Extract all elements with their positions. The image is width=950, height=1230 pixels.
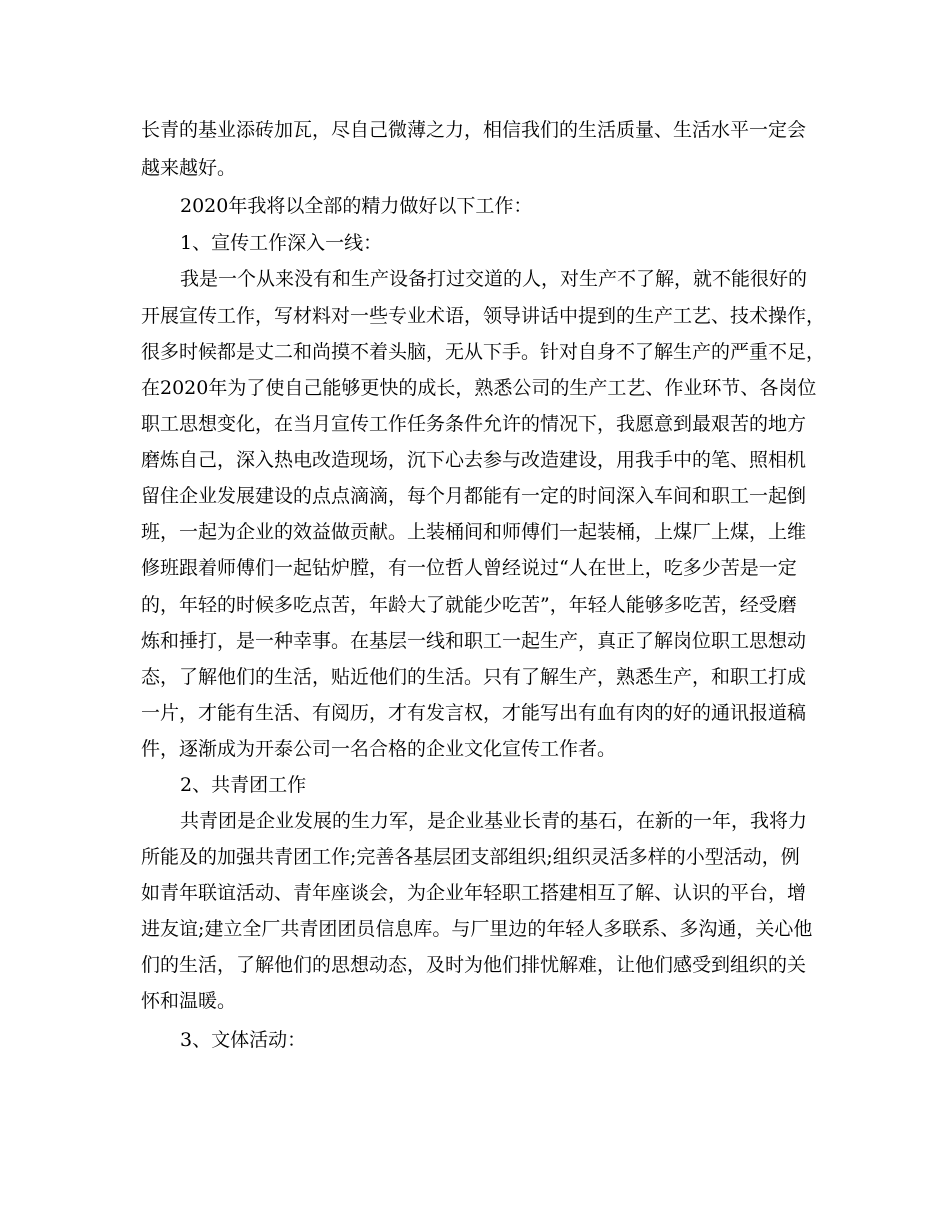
text-line: 件，逐渐成为开泰公司一名合格的企业文化宣传工作者。 <box>141 738 617 760</box>
text-line: 2020年我将以全部的精力做好以下工作： <box>180 195 533 217</box>
text-line: 开展宣传工作，写材料对一些专业术语，领导讲话中提到的生产工艺、技术操作， <box>141 305 826 327</box>
text-line: 如青年联谊活动、青年座谈会，为企业年轻职工搭建相互了解、认识的平台，增 <box>141 882 807 904</box>
text-line: 怀和温暖。 <box>141 990 237 1012</box>
text-line: 态，了解他们的生活，贴近他们的生活。只有了解生产，熟悉生产，和职工打成 <box>141 666 807 688</box>
text-line: 留住企业发展建设的点点滴滴，每个月都能有一定的时间深入车间和职工一起倒 <box>141 485 807 507</box>
text-line: 磨炼自己，深入热电改造现场，沉下心去参与改造建设，用我手中的笔、照相机 <box>141 449 807 471</box>
section-heading: 2、共青团工作 <box>180 774 307 796</box>
text-line: 进友谊;建立全厂共青团团员信息库。与厂里边的年轻人多联系、多沟通，关心他 <box>141 918 813 940</box>
text-line: 很多时候都是丈二和尚摸不着头脑，无从下手。针对自身不了解生产的严重不足， <box>141 341 826 363</box>
text-line: 修班跟着师傅们一起钻炉膛，有一位哲人曾经说过“人在世上，吃多少苦是一定 <box>141 557 797 579</box>
text-line: 我是一个从来没有和生产设备打过交道的人，对生产不了解，就不能很好的 <box>180 268 808 290</box>
text-line: 共青团是企业发展的生力军，是企业基业长青的基石，在新的一年，我将力 <box>180 810 808 832</box>
text-line: 们的生活，了解他们的思想动态，及时为他们排忧解难，让他们感受到组织的关 <box>141 954 807 976</box>
text-line: 长青的基业添砖加瓦，尽自己微薄之力，相信我们的生活质量、生活水平一定会 <box>141 119 807 141</box>
section-heading: 3、文体活动： <box>180 1029 307 1051</box>
text-line: 的，年轻的时候多吃点苦，年龄大了就能少吃苦”，年轻人能够多吃苦，经受磨 <box>141 594 797 616</box>
text-line: 炼和捶打，是一种幸事。在基层一线和职工一起生产，真正了解岗位职工思想动 <box>141 630 807 652</box>
text-line: 班，一起为企业的效益做贡献。上装桶间和师傅们一起装桶，上煤厂上煤，上维 <box>141 521 807 543</box>
text-line: 职工思想变化，在当月宣传工作任务条件允许的情况下，我愿意到最艰苦的地方 <box>141 413 807 435</box>
section-heading: 1、宣传工作深入一线： <box>180 232 383 254</box>
text-line: 所能及的加强共青团工作;完善各基层团支部组织;组织灵活多样的小型活动，例 <box>141 846 800 868</box>
text-line: 一片，才能有生活、有阅历，才有发言权，才能写出有血有肉的好的通讯报道稿 <box>141 702 807 724</box>
text-line: 越来越好。 <box>141 157 237 179</box>
text-line: 在2020年为了使自己能够更快的成长，熟悉公司的生产工艺、作业环节、各岗位 <box>141 377 817 399</box>
